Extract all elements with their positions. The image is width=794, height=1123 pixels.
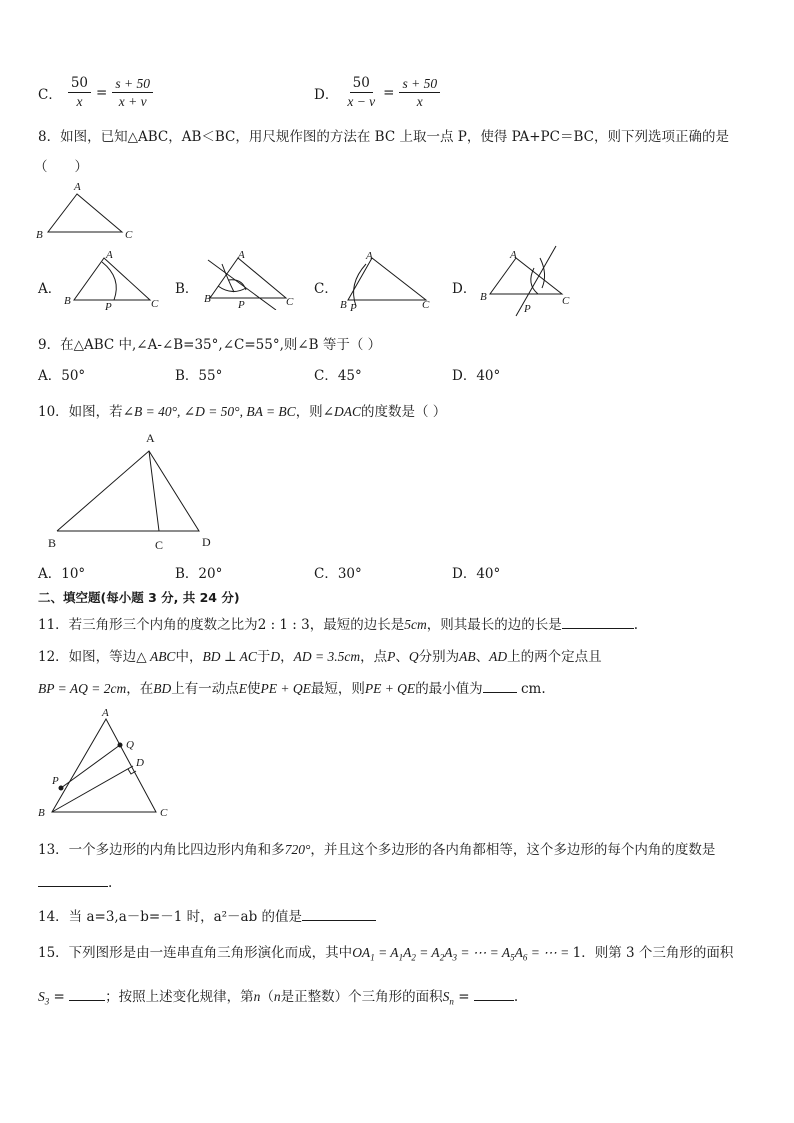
q8-text: 8．如图，已知△ABC，AB＜BC，用尺规作图的方法在 BC 上取一点 P，使得 PA+PC＝BC，则下列选项正确的是	[38, 129, 729, 145]
q8-option-a-figure	[62, 250, 162, 310]
q7-c-rhs-frac: $\frac{s + 50}{x + v}$	[112, 76, 153, 109]
q12-figure	[32, 702, 180, 822]
q11-answer-blank[interactable]	[562, 614, 634, 629]
q10-target: ∠DAC	[322, 404, 361, 419]
q8c-label-b: B	[340, 299, 347, 311]
q9-option-a: A．50°	[38, 368, 86, 384]
q11-length: 5cm	[404, 617, 427, 632]
q8-main-triangle	[30, 178, 150, 242]
q8-option-c-figure	[336, 250, 440, 312]
q8-label-a: A	[74, 181, 81, 193]
q8a-label-p: P	[105, 301, 112, 310]
q13-answer-line: .	[38, 872, 112, 891]
q10-figure	[40, 428, 230, 554]
q9-option-c: C．45°	[314, 368, 362, 384]
q12-answer-blank[interactable]	[483, 678, 517, 693]
q8d-label-a: A	[510, 249, 517, 261]
q10-option-d: D．40°	[452, 566, 501, 582]
q15-s3-blank[interactable]	[69, 986, 105, 1001]
q12-label-q: Q	[126, 739, 134, 751]
q10-text: 10．如图，若∠B = 40°, ∠D = 50°, BA = BC，则∠DAC的度数是（ ）	[38, 404, 447, 420]
q12-label-p: P	[52, 775, 59, 787]
q8a-label-a: A	[106, 250, 113, 261]
q7-c-lhs-frac: $\frac{50}{x}$	[68, 76, 91, 109]
q10-option-c: C．30°	[314, 566, 362, 582]
q15-segment-equation: $OA_1 = A_1A_2 = A_2A_3$ = ⋯ = $A_5A_6$ = ⋯ =	[352, 945, 573, 963]
q7-option-c: C． $\frac{50}{x}$ = $\frac{s + 50}{x + v}$	[38, 76, 155, 109]
q13-text: 13．一个多边形的内角比四边形内角和多720°，并且这个多边形的各内角都相等，这个多边形的每个内角的度数是	[38, 842, 716, 858]
q10-label-c: C	[155, 538, 164, 552]
q8-option-a-label: A．	[38, 281, 62, 297]
q8d-label-b: B	[480, 291, 487, 303]
q9-option-b: B．55°	[175, 368, 223, 384]
q12-line1: 12．如图，等边△ ABC中，BD ⊥ AC于D，AD = 3.5cm，点P、Q分别为AB、AD上的两个定点且	[38, 649, 602, 665]
q8d-label-p: P	[524, 303, 531, 315]
q15-sn-blank[interactable]	[474, 986, 514, 1001]
q8-option-b-figure	[198, 250, 302, 310]
q8a-label-c: C	[151, 298, 159, 310]
q12-label-a: A	[102, 707, 109, 719]
q10-option-a: A．10°	[38, 566, 86, 582]
q8-paren: （ ）	[34, 159, 88, 175]
q7-c-label: C．	[38, 86, 62, 103]
q7-d-label: D．	[314, 86, 339, 103]
q12-label-b: B	[38, 807, 45, 819]
q8b-label-b: B	[204, 293, 211, 305]
q15-line1: 15．下列图形是由一连串直角三角形演化而成，其中$OA_1 = A_1A_2 = A_2A_3$ = ⋯ = $A_5A_6$ = ⋯ = 1．则第 3 个三角形的面积	[38, 945, 734, 963]
q8c-label-c: C	[422, 299, 430, 311]
q8-label-c: C	[125, 229, 133, 241]
q7-option-d: D． $\frac{50}{x - v}$ = $\frac{s + 50}{x}$	[314, 76, 442, 109]
q9-text: 9．在△ABC 中,∠A-∠B=35°,∠C=55°,则∠B 等于（ ）	[38, 337, 382, 353]
q10-label-b: B	[48, 536, 57, 550]
q10-condition: ∠B = 40°, ∠D = 50°, BA = BC	[122, 404, 296, 419]
q8a-label-b: B	[64, 295, 71, 307]
q7-d-lhs-frac: $\frac{50}{x - v}$	[347, 75, 376, 109]
q8c-label-p: P	[350, 302, 357, 312]
section-2-heading: 二、填空题(每小题 3 分, 共 24 分)	[38, 590, 240, 605]
q8-option-d-figure	[476, 244, 580, 318]
q8d-label-c: C	[562, 295, 570, 307]
q10-label-d: D	[202, 535, 211, 549]
q9-option-d: D．40°	[452, 368, 501, 384]
q12-line2: BP = AQ = 2cm，在BD上有一动点E使PE + QE最短，则PE + QE的最小值为 cm.	[38, 677, 546, 697]
q15-line2: $S_3$ = ；按照上述变化规律，第n（n是正整数）个三角形的面积$S_n$ = .	[38, 985, 518, 1007]
q11-ratio: 2 : 1 : 3	[257, 617, 310, 633]
q8-option-c-label: C．	[314, 281, 338, 297]
q10-option-b: B．20°	[175, 566, 223, 582]
q8c-label-a: A	[366, 250, 373, 262]
q12-label-c: C	[160, 807, 168, 819]
q13-answer-blank[interactable]	[38, 872, 108, 887]
q8b-label-a: A	[238, 250, 245, 261]
q11-text: 11．若三角形三个内角的度数之比为2 : 1 : 3，最短的边长是5cm，则其最长的边的长是 .	[38, 613, 638, 633]
q7-d-rhs-frac: $\frac{s + 50}{x}$	[399, 76, 440, 109]
q8-option-d-label: D．	[452, 281, 477, 297]
q8-option-b-label: B．	[175, 281, 199, 297]
q8b-label-p: P	[238, 299, 245, 310]
q14-text: 14．当 a=3,a－b=－1 时，a²－ab 的值是	[38, 905, 376, 925]
q8b-label-c: C	[286, 296, 294, 308]
q10-label-a: A	[146, 431, 155, 445]
q12-label-d: D	[136, 757, 144, 769]
q8-label-b: B	[36, 229, 43, 241]
q14-answer-blank[interactable]	[302, 906, 376, 921]
